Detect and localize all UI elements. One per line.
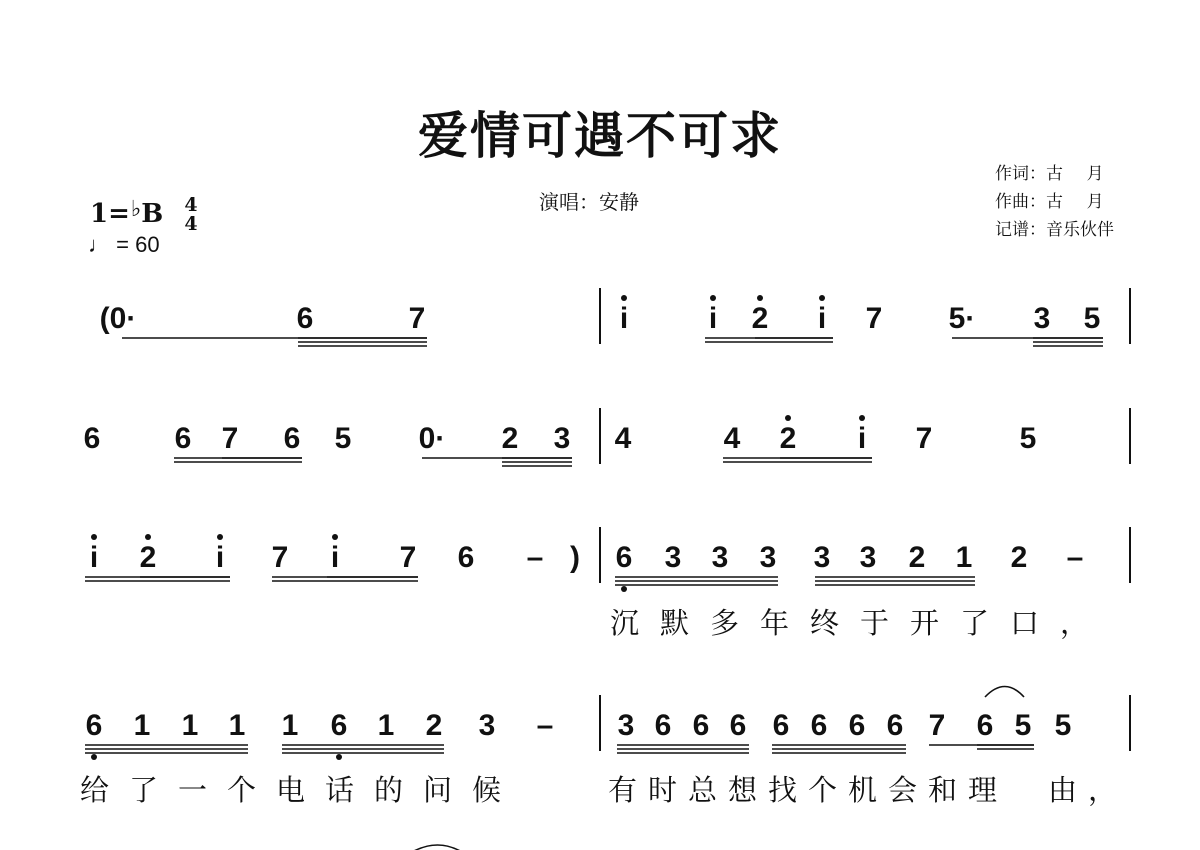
note: i [817,302,827,335]
tempo-value: = 60 [116,232,160,257]
high-octave-dot [91,534,97,540]
lyric-char: 了 [129,773,159,807]
note: 6 [296,302,314,335]
note: 6 [729,709,747,742]
high-octave-dot [145,534,151,540]
note: 4 [614,422,632,455]
note: 7 [915,422,933,455]
high-octave-dot [859,415,865,421]
note: 2 [779,422,797,455]
note: 5 [334,422,352,455]
low-octave-dot [91,754,97,760]
note: 3 [711,541,729,574]
note: 6 [848,709,866,742]
note: 6 [85,709,103,742]
note: – [536,709,554,742]
lyric-char: 口 [1010,606,1040,640]
high-octave-dot [332,534,338,540]
note: 7 [399,541,417,574]
lyric-char: 时 [648,773,678,807]
lyric-char: 开 [910,606,940,640]
note: 0· [418,422,446,455]
note: 2 [139,541,157,574]
note: 3 [617,709,635,742]
quarter-note-icon: ♩ [88,232,110,257]
lyric-char: 的 [374,773,404,807]
time-signature-bottom: 4 [184,213,198,235]
note: 3 [859,541,877,574]
high-octave-dot [217,534,223,540]
note: 6 [810,709,828,742]
lyric-char: 沉 [610,606,640,640]
low-octave-dot [621,586,627,592]
note: 5 [1083,302,1101,335]
note: 1 [133,709,151,742]
lyric-char: 话 [325,773,355,807]
note: 6 [692,709,710,742]
lyric-char: 电 [276,773,306,807]
note: 3 [664,541,682,574]
lyric-char: 个 [227,773,257,807]
song-title: 爱情可遇不可求 [418,106,782,165]
note: 2 [501,422,519,455]
note: 7 [865,302,883,335]
high-octave-dot [621,295,627,301]
note: – [526,541,544,574]
lyric-char: 找 [768,773,798,807]
note: 4 [723,422,741,455]
note: ) [570,541,580,574]
singer-credit: 演唱：安静 [539,192,639,214]
lyric-char: 有 [608,773,638,807]
note: 2 [1010,541,1028,574]
lyric-char: 个 [808,773,838,807]
note: i [89,541,99,574]
note: 6 [886,709,904,742]
note: i [857,422,867,455]
note: 3 [478,709,496,742]
note: 5 [1054,709,1072,742]
lyric-char: 默 [660,606,690,640]
key-note: B [141,199,164,229]
note: i [330,541,340,574]
note: 6 [283,422,301,455]
lyric-char: 总 [688,773,718,807]
note: 1 [228,709,246,742]
lyric-char: 于 [860,606,890,640]
note: 7 [408,302,426,335]
note: 1 [955,541,973,574]
note: 6 [772,709,790,742]
note: 7 [928,709,946,742]
slur [985,687,1024,698]
lyric-char: 由 [1048,773,1078,807]
note: i [708,302,718,335]
note: 6 [83,422,101,455]
note: 2 [908,541,926,574]
note: 2 [425,709,443,742]
note: 1 [281,709,299,742]
note: 5 [1014,709,1032,742]
lyric-char: 想 [728,773,758,807]
lyricist-credit: 作词：古 月 [995,164,1104,183]
composer-credit: 作曲：古 月 [995,192,1104,211]
note: 6 [654,709,672,742]
note: 2 [751,302,769,335]
lyric-char: 和 [928,773,958,807]
note: i [619,302,629,335]
lyric-char: 终 [810,606,840,640]
lyric-char: 理 [968,773,998,807]
note: 1 [181,709,199,742]
note: 5 [1019,422,1037,455]
note: 7 [271,541,289,574]
note: 1 [377,709,395,742]
lyric-char: 年 [760,606,790,640]
slur [412,845,462,850]
note: 3 [813,541,831,574]
key-prefix: 1= [90,199,130,229]
lyric-char: 了 [960,606,990,640]
lyric-char: 给 [80,773,110,807]
high-octave-dot [757,295,763,301]
note: (0· [99,302,137,335]
lyric-char [1008,773,1037,807]
note: 6 [615,541,633,574]
lyric-char: 问 [423,773,453,807]
note: 6 [174,422,192,455]
note: 6 [976,709,994,742]
note: 3 [1033,302,1051,335]
note: 6 [457,541,475,574]
transcriber-credit: 记谱：音乐伙伴 [995,220,1114,239]
high-octave-dot [785,415,791,421]
flat-icon: ♭ [130,196,142,222]
lyric-char: 会 [888,773,918,807]
high-octave-dot [819,295,825,301]
lyric-char: 一 [178,773,208,807]
lyric-char: 候 [472,773,502,807]
lyric-char: ， [1088,773,1118,807]
note: – [1066,541,1084,574]
note: 7 [221,422,239,455]
time-signature-top: 4 [184,194,198,216]
lyric-char: ， [1060,606,1090,640]
note: 3 [759,541,777,574]
note: 6 [330,709,348,742]
note: 5· [948,302,976,335]
lyric-char: 机 [848,773,878,807]
lyric-char: 多 [710,606,740,640]
high-octave-dot [710,295,716,301]
low-octave-dot [336,754,342,760]
note: 3 [553,422,571,455]
note: i [215,541,225,574]
